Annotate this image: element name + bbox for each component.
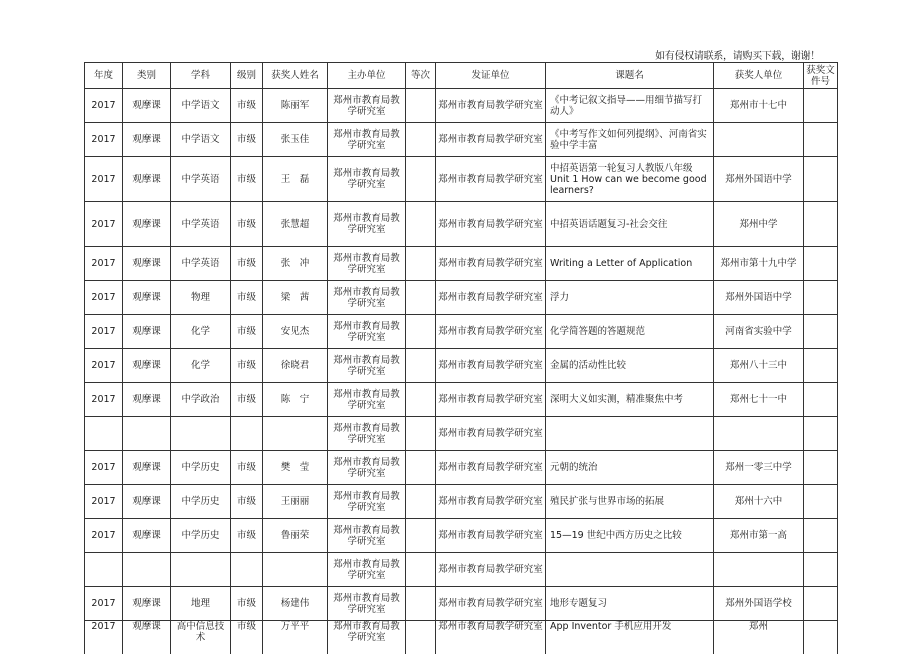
cell-subject: 中学英语 [171, 157, 231, 202]
cell-unit: 郑州七十一中 [714, 383, 804, 417]
cell-winner: 陈丽军 [263, 89, 328, 123]
cell-level: 市级 [231, 451, 263, 485]
cell-topic: 《中考写作文如何列提纲》、河南省实验中学丰富 [546, 123, 714, 157]
table-row [85, 281, 838, 315]
cell-category: 观摩课 [123, 621, 171, 654]
cell-category [123, 417, 171, 451]
cell-organizer: 郑州市教育局教学研究室 [328, 157, 406, 202]
cell-organizer: 郑州市教育局教学研究室 [328, 451, 406, 485]
cell-issuer: 郑州市教育局教学研究室 [436, 621, 546, 654]
cell-year: 2017 [85, 519, 123, 553]
cell-topic: Writing a Letter of Application [546, 247, 714, 281]
cell-unit [714, 553, 804, 587]
cell-grade [406, 281, 436, 315]
cell-doc-no [804, 587, 838, 621]
header-row [85, 63, 838, 89]
cell-issuer: 郑州市教育局教学研究室 [436, 157, 546, 202]
cell-category: 观摩课 [123, 485, 171, 519]
cell-level: 市级 [231, 383, 263, 417]
cell-level: 市级 [231, 519, 263, 553]
cell-subject: 中学英语 [171, 202, 231, 247]
cell-year: 2017 [85, 383, 123, 417]
cell-doc-no [804, 383, 838, 417]
cell-year: 2017 [85, 451, 123, 485]
table-row [85, 587, 838, 621]
cell-year: 2017 [85, 281, 123, 315]
cell-doc-no [804, 417, 838, 451]
header-topic: 课题名 [546, 63, 714, 89]
cell-category: 观摩课 [123, 247, 171, 281]
cell-issuer: 郑州市教育局教学研究室 [436, 202, 546, 247]
cell-organizer: 郑州市教育局教学研究室 [328, 247, 406, 281]
cell-organizer: 郑州市教育局教学研究室 [328, 553, 406, 587]
table-row [85, 247, 838, 281]
cell-doc-no [804, 519, 838, 553]
cell-year: 2017 [85, 123, 123, 157]
table-row [85, 485, 838, 519]
cell-category: 观摩课 [123, 451, 171, 485]
cell-unit: 郑州市十七中 [714, 89, 804, 123]
cell-winner: 王丽丽 [263, 485, 328, 519]
cell-unit: 郑州外国语中学 [714, 281, 804, 315]
cell-issuer: 郑州市教育局教学研究室 [436, 123, 546, 157]
cell-level: 市级 [231, 247, 263, 281]
cell-year: 2017 [85, 202, 123, 247]
cell-issuer: 郑州市教育局教学研究室 [436, 519, 546, 553]
cell-issuer: 郑州市教育局教学研究室 [436, 587, 546, 621]
table-row [85, 123, 838, 157]
cell-level: 市级 [231, 485, 263, 519]
cell-doc-no [804, 157, 838, 202]
cell-category: 观摩课 [123, 587, 171, 621]
cell-topic: 元朝的统治 [546, 451, 714, 485]
cell-unit: 郑州市第十九中学 [714, 247, 804, 281]
cell-subject: 物理 [171, 281, 231, 315]
cell-category: 观摩课 [123, 315, 171, 349]
cell-doc-no [804, 247, 838, 281]
cell-level: 市级 [231, 123, 263, 157]
cell-year: 2017 [85, 587, 123, 621]
cell-grade [406, 485, 436, 519]
cell-category: 观摩课 [123, 519, 171, 553]
cell-year [85, 553, 123, 587]
cell-winner: 安见杰 [263, 315, 328, 349]
cell-subject: 中学历史 [171, 451, 231, 485]
cell-category [123, 553, 171, 587]
cell-grade [406, 315, 436, 349]
table-row [85, 417, 838, 451]
cell-winner: 张玉佳 [263, 123, 328, 157]
cell-level: 市级 [231, 621, 263, 654]
cell-grade [406, 123, 436, 157]
cell-grade [406, 417, 436, 451]
header-category: 类别 [123, 63, 171, 89]
cell-doc-no [804, 89, 838, 123]
cell-doc-no [804, 315, 838, 349]
cell-subject [171, 417, 231, 451]
cell-grade [406, 553, 436, 587]
cell-unit: 郑州八十三中 [714, 349, 804, 383]
cell-level [231, 417, 263, 451]
cell-year: 2017 [85, 485, 123, 519]
cell-category: 观摩课 [123, 349, 171, 383]
cell-issuer: 郑州市教育局教学研究室 [436, 247, 546, 281]
cell-level: 市级 [231, 202, 263, 247]
table-row [85, 451, 838, 485]
cell-doc-no [804, 281, 838, 315]
cell-unit [714, 123, 804, 157]
header-year: 年度 [85, 63, 123, 89]
cell-organizer: 郑州市教育局教学研究室 [328, 519, 406, 553]
cell-unit: 郑州外国语中学 [714, 157, 804, 202]
cell-year: 2017 [85, 89, 123, 123]
cell-grade [406, 89, 436, 123]
cell-doc-no [804, 123, 838, 157]
cell-category: 观摩课 [123, 383, 171, 417]
cell-grade [406, 383, 436, 417]
award-table [84, 62, 838, 654]
cell-topic: 15—19 世纪中西方历史之比较 [546, 519, 714, 553]
cell-winner [263, 417, 328, 451]
cell-year: 2017 [85, 315, 123, 349]
cell-winner: 万平平 [263, 621, 328, 654]
cell-organizer: 郑州市教育局教学研究室 [328, 89, 406, 123]
cell-issuer: 郑州市教育局教学研究室 [436, 315, 546, 349]
cell-unit [714, 417, 804, 451]
cell-grade [406, 587, 436, 621]
cell-unit: 郑州外国语学校 [714, 587, 804, 621]
table-row [85, 519, 838, 553]
cell-category: 观摩课 [123, 202, 171, 247]
cell-winner: 梁 茜 [263, 281, 328, 315]
cell-winner: 樊 莹 [263, 451, 328, 485]
cell-year [85, 417, 123, 451]
header-organizer: 主办单位 [328, 63, 406, 89]
cell-subject: 中学语文 [171, 123, 231, 157]
table-row [85, 315, 838, 349]
cell-subject: 中学政治 [171, 383, 231, 417]
cell-grade [406, 451, 436, 485]
cell-organizer: 郑州市教育局教学研究室 [328, 349, 406, 383]
cell-organizer: 郑州市教育局教学研究室 [328, 587, 406, 621]
cell-doc-no [804, 621, 838, 654]
cell-topic: 金属的活动性比较 [546, 349, 714, 383]
cell-winner: 王 磊 [263, 157, 328, 202]
cell-topic: 中招英语话题复习-社会交往 [546, 202, 714, 247]
download-note: 如有侵权请联系，请购买下载，谢谢！ [655, 47, 820, 62]
cell-winner: 徐晓君 [263, 349, 328, 383]
cell-level [231, 553, 263, 587]
header-issuer: 发证单位 [436, 63, 546, 89]
cell-issuer: 郑州市教育局教学研究室 [436, 553, 546, 587]
cell-winner [263, 553, 328, 587]
header-winner: 获奖人姓名 [263, 63, 328, 89]
table-row [85, 202, 838, 247]
header-unit: 获奖人单位 [714, 63, 804, 89]
cell-issuer: 郑州市教育局教学研究室 [436, 383, 546, 417]
table-row [85, 157, 838, 202]
cell-subject: 地理 [171, 587, 231, 621]
cell-unit: 河南省实验中学 [714, 315, 804, 349]
cell-winner: 张慧超 [263, 202, 328, 247]
cell-level: 市级 [231, 349, 263, 383]
cell-grade [406, 157, 436, 202]
cell-issuer: 郑州市教育局教学研究室 [436, 89, 546, 123]
cell-grade [406, 202, 436, 247]
cell-topic: 地形专题复习 [546, 587, 714, 621]
cell-grade [406, 247, 436, 281]
cell-doc-no [804, 451, 838, 485]
cell-organizer: 郑州市教育局教学研究室 [328, 202, 406, 247]
cell-winner: 张 冲 [263, 247, 328, 281]
cell-issuer: 郑州市教育局教学研究室 [436, 485, 546, 519]
header-doc-no: 获奖文件号 [804, 63, 838, 89]
cell-level: 市级 [231, 587, 263, 621]
cell-subject: 中学语文 [171, 89, 231, 123]
cell-organizer: 郑州市教育局教学研究室 [328, 621, 406, 654]
header-level: 级别 [231, 63, 263, 89]
cell-category: 观摩课 [123, 281, 171, 315]
cell-subject: 化学 [171, 349, 231, 383]
cell-grade [406, 349, 436, 383]
table-row [85, 349, 838, 383]
cell-level: 市级 [231, 89, 263, 123]
cell-subject: 化学 [171, 315, 231, 349]
cell-organizer: 郑州市教育局教学研究室 [328, 123, 406, 157]
cell-organizer: 郑州市教育局教学研究室 [328, 281, 406, 315]
cell-year: 2017 [85, 157, 123, 202]
cell-level: 市级 [231, 157, 263, 202]
header-subject: 学科 [171, 63, 231, 89]
cell-organizer: 郑州市教育局教学研究室 [328, 417, 406, 451]
cell-unit: 郑州市第一高 [714, 519, 804, 553]
cell-organizer: 郑州市教育局教学研究室 [328, 315, 406, 349]
cell-winner: 鲁丽荣 [263, 519, 328, 553]
cell-subject [171, 553, 231, 587]
cell-grade [406, 519, 436, 553]
cell-topic: 中招英语第一轮复习人教版八年级Unit 1 How can we become good learners? [546, 157, 714, 202]
cell-issuer: 郑州市教育局教学研究室 [436, 349, 546, 383]
cell-year: 2017 [85, 621, 123, 654]
cell-topic [546, 417, 714, 451]
table-row [85, 621, 838, 654]
cell-subject: 中学英语 [171, 247, 231, 281]
table-row [85, 383, 838, 417]
cell-topic: 殖民扩张与世界市场的拓展 [546, 485, 714, 519]
cell-doc-no [804, 485, 838, 519]
cell-topic: 深明大义如实测，精准聚焦中考 [546, 383, 714, 417]
header-grade: 等次 [406, 63, 436, 89]
cell-issuer: 郑州市教育局教学研究室 [436, 281, 546, 315]
cell-doc-no [804, 349, 838, 383]
cell-topic: 《中考记叙文指导——用细节描写打动人》 [546, 89, 714, 123]
cell-doc-no [804, 202, 838, 247]
cell-winner: 陈 宁 [263, 383, 328, 417]
cell-unit: 郑州 [714, 621, 804, 654]
cell-unit: 郑州中学 [714, 202, 804, 247]
cell-category: 观摩课 [123, 123, 171, 157]
cell-level: 市级 [231, 281, 263, 315]
cell-subject: 高中信息技术 [171, 621, 231, 654]
table-row [85, 89, 838, 123]
cell-level: 市级 [231, 315, 263, 349]
cell-doc-no [804, 553, 838, 587]
cell-topic: 浮力 [546, 281, 714, 315]
cell-category: 观摩课 [123, 89, 171, 123]
cell-unit: 郑州十六中 [714, 485, 804, 519]
cell-year: 2017 [85, 349, 123, 383]
cell-topic: 化学简答题的答题规范 [546, 315, 714, 349]
cell-year: 2017 [85, 247, 123, 281]
cell-organizer: 郑州市教育局教学研究室 [328, 485, 406, 519]
cell-topic: App Inventor 手机应用开发 [546, 621, 714, 654]
cell-subject: 中学历史 [171, 519, 231, 553]
cell-winner: 杨建伟 [263, 587, 328, 621]
cell-topic [546, 553, 714, 587]
cell-subject: 中学历史 [171, 485, 231, 519]
cell-organizer: 郑州市教育局教学研究室 [328, 383, 406, 417]
cell-category: 观摩课 [123, 157, 171, 202]
cell-unit: 郑州一零三中学 [714, 451, 804, 485]
cell-grade [406, 621, 436, 654]
cell-issuer: 郑州市教育局教学研究室 [436, 451, 546, 485]
table-row [85, 553, 838, 587]
cell-issuer: 郑州市教育局教学研究室 [436, 417, 546, 451]
